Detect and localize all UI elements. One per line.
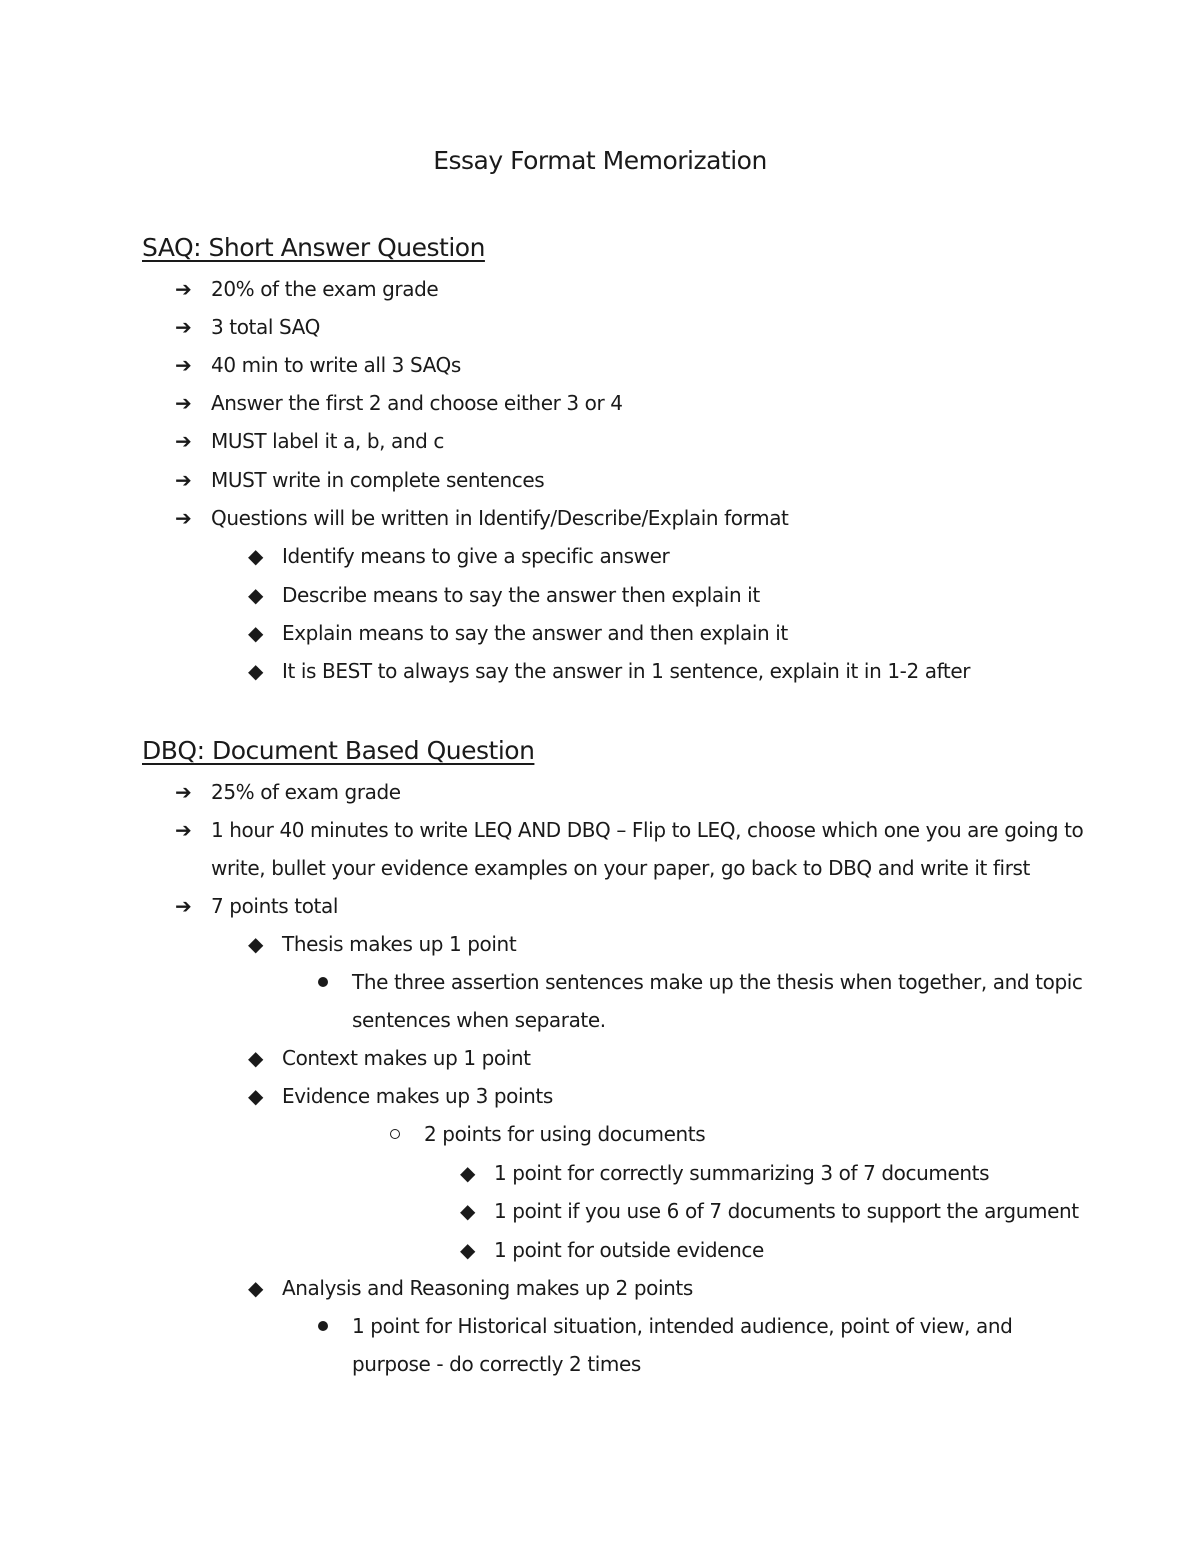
diamond-icon: ◆ <box>248 583 263 607</box>
diamond-icon: ◆ <box>248 1046 263 1070</box>
saq-item-text: Answer the first 2 and choose either 3 or 4 <box>211 391 623 415</box>
dbq-evidence-point-text: 1 point for correctly summarizing 3 of 7 documents <box>494 1161 990 1185</box>
dbq-analysis-detail-text: purpose - do correctly 2 times <box>352 1352 641 1376</box>
saq-item-text: Questions will be written in Identify/Describe/Explain format <box>211 506 789 530</box>
diamond-icon: ◆ <box>248 544 263 568</box>
dbq-thesis-detail-text: sentences when separate. <box>352 1008 606 1032</box>
saq-sub-item-text: Describe means to say the answer then explain it <box>282 583 760 607</box>
diamond-icon: ◆ <box>460 1199 475 1223</box>
dbq-analysis-text: Analysis and Reasoning makes up 2 points <box>282 1276 693 1300</box>
page-title: Essay Format Memorization <box>433 146 767 175</box>
arrow-icon: ➔ <box>175 780 192 804</box>
filled-circle-icon <box>318 963 328 1001</box>
hollow-circle-icon <box>390 1115 400 1153</box>
dbq-thesis-text: Thesis makes up 1 point <box>282 932 517 956</box>
diamond-icon: ◆ <box>248 621 263 645</box>
dbq-item-text: 1 hour 40 minutes to write LEQ AND DBQ – Flip to LEQ, choose which one you are going to <box>211 818 1084 842</box>
dbq-evidence-docs-text: 2 points for using documents <box>424 1122 706 1146</box>
arrow-icon: ➔ <box>175 315 192 339</box>
saq-heading: SAQ: Short Answer Question <box>142 233 485 262</box>
dbq-analysis-detail-text: 1 point for Historical situation, intended audience, point of view, and <box>352 1314 1013 1338</box>
diamond-icon: ◆ <box>248 659 263 683</box>
dbq-evidence-point-text: 1 point if you use 6 of 7 documents to support the argument <box>494 1199 1079 1223</box>
saq-item-text: 3 total SAQ <box>211 315 320 339</box>
diamond-icon: ◆ <box>460 1238 475 1262</box>
arrow-icon: ➔ <box>175 468 192 492</box>
saq-item-text: MUST label it a, b, and c <box>211 429 445 453</box>
arrow-icon: ➔ <box>175 353 192 377</box>
dbq-heading: DBQ: Document Based Question <box>142 736 535 765</box>
dbq-item-text: 7 points total <box>211 894 338 918</box>
arrow-icon: ➔ <box>175 391 192 415</box>
saq-item-text: 40 min to write all 3 SAQs <box>211 353 461 377</box>
arrow-icon: ➔ <box>175 818 192 842</box>
dbq-evidence-text: Evidence makes up 3 points <box>282 1084 553 1108</box>
dbq-evidence-point-text: 1 point for outside evidence <box>494 1238 764 1262</box>
diamond-icon: ◆ <box>248 1084 263 1108</box>
arrow-icon: ➔ <box>175 894 192 918</box>
arrow-icon: ➔ <box>175 429 192 453</box>
arrow-icon: ➔ <box>175 506 192 530</box>
saq-item-text: 20% of the exam grade <box>211 277 439 301</box>
arrow-icon: ➔ <box>175 277 192 301</box>
dbq-item-text: write, bullet your evidence examples on your paper, go back to DBQ and write it first <box>211 856 1030 880</box>
dbq-thesis-detail-text: The three assertion sentences make up the thesis when together, and topic <box>352 970 1083 994</box>
saq-sub-item-text: It is BEST to always say the answer in 1 sentence, explain it in 1-2 after <box>282 659 971 683</box>
saq-sub-item-text: Identify means to give a specific answer <box>282 544 670 568</box>
saq-sub-item-text: Explain means to say the answer and then explain it <box>282 621 788 645</box>
saq-item-text: MUST write in complete sentences <box>211 468 545 492</box>
dbq-context-text: Context makes up 1 point <box>282 1046 531 1070</box>
diamond-icon: ◆ <box>460 1161 475 1185</box>
dbq-item-text: 25% of exam grade <box>211 780 401 804</box>
filled-circle-icon <box>318 1307 328 1345</box>
diamond-icon: ◆ <box>248 1276 263 1300</box>
diamond-icon: ◆ <box>248 932 263 956</box>
